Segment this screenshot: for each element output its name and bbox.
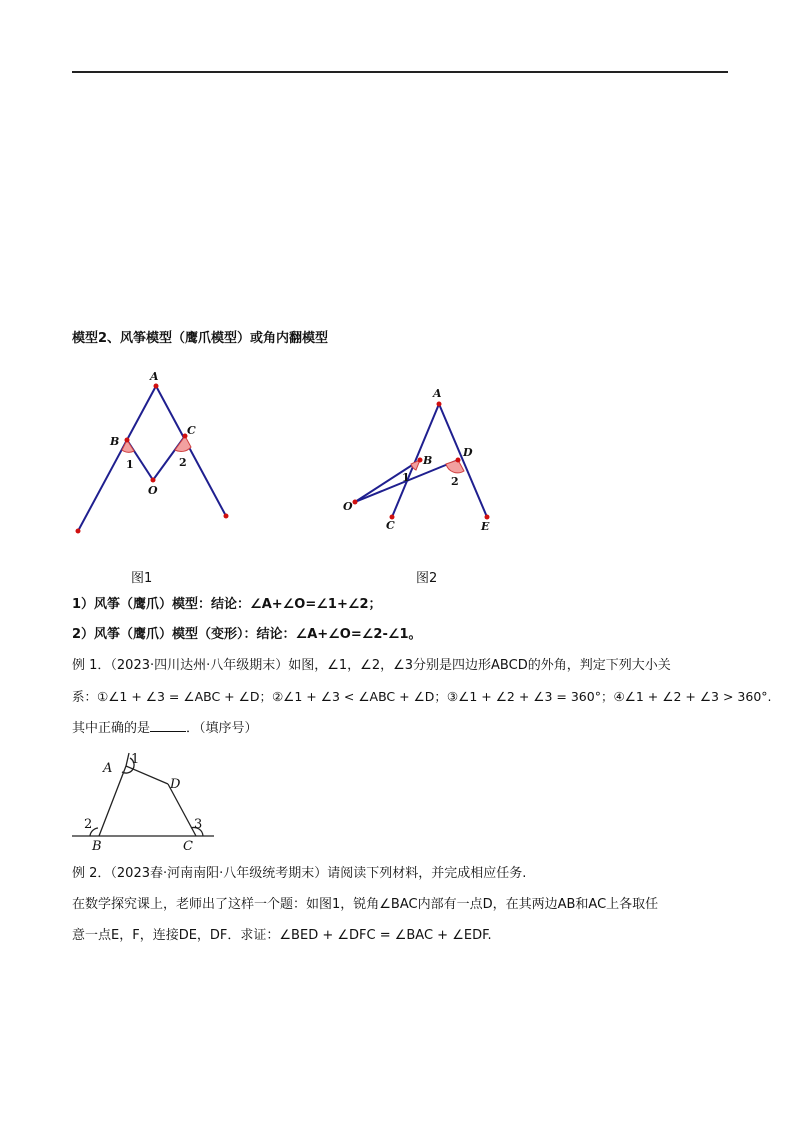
label-a: A	[150, 370, 159, 383]
label-angle-2: 2	[84, 817, 93, 832]
label-angle-1: 1	[131, 752, 140, 767]
example-1-figure	[70, 748, 230, 858]
label-d: D	[463, 446, 473, 459]
figure-2	[340, 384, 540, 544]
example-1-prompt: 其中正确的是	[72, 721, 151, 736]
label-angle-2: 2	[451, 475, 459, 488]
example-2-line-2: 在数学探究课上，老师出了这样一个题：如图1，锐角∠BAC内部有一点D，在其两边AB和AC上各取任	[72, 897, 659, 912]
label-c: C	[187, 424, 196, 437]
section-title: 模型2、风筝模型（鹰爪模型）或角内翻模型	[72, 331, 329, 346]
label-o: O	[343, 500, 353, 513]
label-d: D	[170, 777, 181, 792]
label-c: C	[183, 839, 193, 854]
label-angle-1: 1	[402, 471, 410, 484]
label-angle-3: 3	[194, 817, 203, 832]
example-1-line-1: 例 1．（2023·四川达州·八年级期末）如图，∠1，∠2，∠3分别是四边形ABCD的外角，判定下列大小关	[72, 658, 671, 673]
label-a: A	[433, 387, 442, 400]
header-rule	[72, 71, 728, 73]
answer-blank	[150, 719, 186, 732]
label-angle-2: 2	[179, 456, 187, 469]
example-1-hint: ．（填序号）	[186, 721, 258, 736]
label-a: A	[103, 761, 113, 776]
label-e: E	[481, 520, 490, 533]
figure-2-caption: 图2	[416, 571, 438, 586]
conclusion-1: 1）风筝（鹰爪）模型：结论：∠A+∠O=∠1+∠2；	[72, 597, 382, 612]
label-b: B	[423, 454, 433, 467]
example-1-line-2: 系：①∠1 + ∠3 = ∠ABC + ∠D；②∠1 + ∠3 < ∠ABC + ∠D；③∠1 + ∠2 + ∠3 = 360°；④∠1 + ∠2 + ∠3 > 360°.	[72, 689, 772, 704]
figure-1	[60, 368, 260, 548]
label-b: B	[110, 435, 120, 448]
example-1-line-3	[72, 719, 258, 738]
example-2-line-3: 意一点E，F，连接DE，DF．求证：∠BED + ∠DFC = ∠BAC + ∠EDF.	[72, 928, 492, 943]
conclusion-2: 2）风筝（鹰爪）模型（变形）：结论：∠A+∠O=∠2-∠1。	[72, 627, 422, 642]
label-angle-1: 1	[126, 458, 134, 471]
label-c: C	[386, 519, 395, 532]
example-2-line-1: 例 2．（2023春·河南南阳·八年级统考期末）请阅读下列材料，并完成相应任务.	[72, 866, 527, 881]
label-b: B	[92, 839, 102, 854]
figure-1-caption: 图1	[131, 571, 153, 586]
label-o: O	[148, 484, 158, 497]
